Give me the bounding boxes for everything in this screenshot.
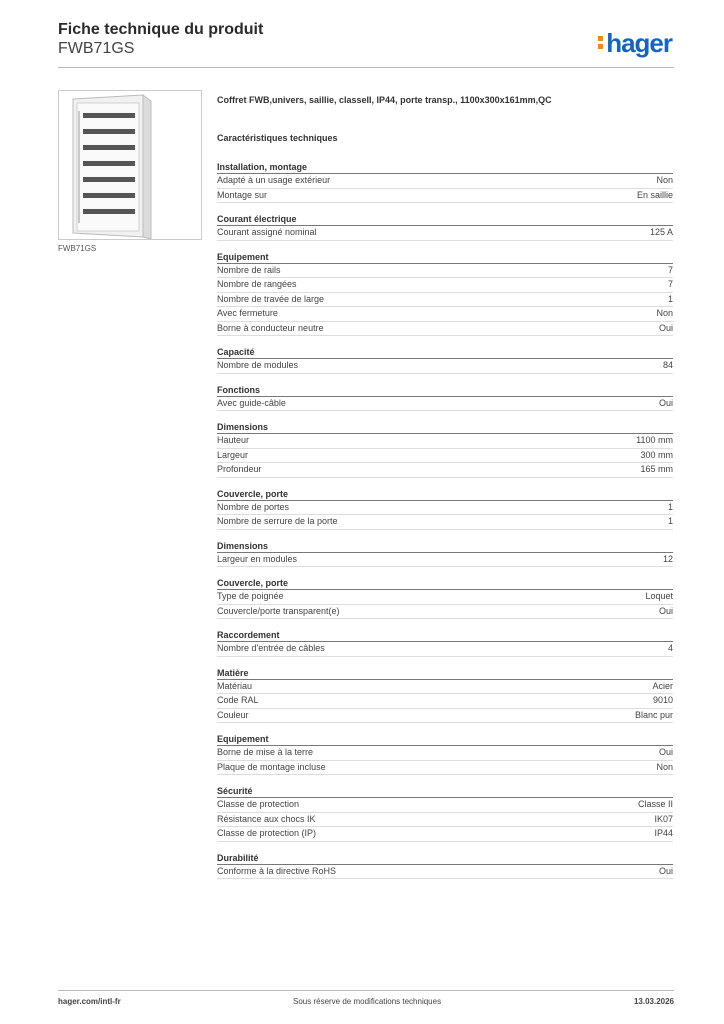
spec-value: Oui <box>658 322 673 333</box>
spec-row <box>217 798 673 813</box>
spec-label: Couvercle/porte transparent(e) <box>217 605 340 616</box>
footer-disclaimer: Sous réserve de modifications techniques <box>293 997 442 1006</box>
spec-value: Oui <box>658 397 673 408</box>
spec-group <box>217 384 673 412</box>
spec-value: 165 mm <box>640 464 673 474</box>
spec-group <box>217 577 673 619</box>
spec-group-title: Durabilité <box>217 852 673 865</box>
spec-label: Hauteur <box>217 435 250 445</box>
spec-value: Oui <box>658 865 673 876</box>
spec-row <box>217 761 673 776</box>
footer-divider <box>58 990 674 991</box>
spec-value: Oui <box>658 605 673 616</box>
spec-label: Montage sur <box>217 189 268 200</box>
spec-row <box>217 694 673 709</box>
product-image <box>58 90 202 240</box>
spec-label: Nombre d'entrée de câbles <box>217 643 325 653</box>
spec-value: Oui <box>658 747 673 757</box>
spec-value: Loquet <box>645 591 673 601</box>
spec-row <box>217 463 673 478</box>
spec-label: Classe de protection <box>217 799 300 809</box>
spec-row <box>217 515 673 530</box>
spec-value: IK07 <box>654 813 673 824</box>
spec-value: 300 mm <box>640 449 673 460</box>
spec-label: Plaque de montage incluse <box>217 761 326 772</box>
spec-label: Nombre de travée de large <box>217 293 325 304</box>
spec-group <box>217 540 673 568</box>
hager-logo: hager <box>598 28 672 59</box>
spec-label: Code RAL <box>217 695 259 705</box>
spec-row <box>217 226 673 241</box>
spec-group-title: Fonctions <box>217 384 673 397</box>
spec-group <box>217 161 673 203</box>
spec-group <box>217 667 673 724</box>
spec-value: 1 <box>667 293 673 304</box>
spec-row <box>217 189 673 204</box>
spec-value: Classe II <box>637 799 673 809</box>
spec-label: Borne de mise à la terre <box>217 747 314 757</box>
spec-value: En saillie <box>636 189 673 200</box>
spec-label: Conforme à la directive RoHS <box>217 865 337 876</box>
spec-row <box>217 605 673 620</box>
spec-group-title: Equipement <box>217 251 673 264</box>
spec-group-title: Dimensions <box>217 421 673 434</box>
spec-row <box>217 865 673 880</box>
spec-row <box>217 359 673 374</box>
spec-value: 12 <box>662 553 673 564</box>
spec-value: 9010 <box>652 695 673 705</box>
spec-label: Profondeur <box>217 464 262 474</box>
spec-label: Borne à conducteur neutre <box>217 322 324 333</box>
spec-row <box>217 746 673 761</box>
spec-row <box>217 813 673 828</box>
spec-row <box>217 590 673 605</box>
spec-row <box>217 642 673 657</box>
spec-group-title: Equipement <box>217 733 673 746</box>
spec-row <box>217 397 673 412</box>
spec-group <box>217 488 673 530</box>
spec-row <box>217 501 673 516</box>
page-header <box>58 20 674 68</box>
spec-row <box>217 293 673 308</box>
spec-group-title: Courant électrique <box>217 213 673 226</box>
spec-label: Résistance aux chocs IK <box>217 813 316 824</box>
spec-groups <box>217 161 673 879</box>
spec-row <box>217 449 673 464</box>
spec-label: Nombre de modules <box>217 360 299 370</box>
spec-group-title: Couvercle, porte <box>217 488 673 501</box>
spec-group <box>217 251 673 337</box>
footer-date: 13.03.2026 <box>633 997 674 1006</box>
spec-group <box>217 785 673 842</box>
spec-value: 84 <box>662 360 673 370</box>
spec-group <box>217 733 673 775</box>
spec-value: Non <box>656 308 673 318</box>
spec-group <box>217 213 673 241</box>
product-image-caption: FWB71GS <box>58 244 97 253</box>
spec-label: Avec fermeture <box>217 308 278 318</box>
spec-content <box>217 95 673 889</box>
page-title: Fiche technique du produit <box>58 21 264 38</box>
spec-value: Non <box>656 175 673 185</box>
spec-row <box>217 553 673 568</box>
product-reference: FWB71GS <box>58 40 135 57</box>
spec-group-title: Installation, montage <box>217 161 673 174</box>
spec-row <box>217 307 673 322</box>
spec-group-title: Sécurité <box>217 785 673 798</box>
spec-label: Avec guide-câble <box>217 397 286 408</box>
spec-label: Courant assigné nominal <box>217 227 317 237</box>
spec-value: 125 A <box>649 227 673 237</box>
spec-value: Acier <box>652 680 673 691</box>
spec-value: 7 <box>667 264 673 275</box>
product-description: Coffret FWB,univers, saillie, classeII, IP44, porte transp., 1100x300x161mm,QC <box>217 95 552 105</box>
spec-value: 4 <box>667 643 673 653</box>
footer-website: hager.com/intl-fr <box>58 997 121 1006</box>
spec-row <box>217 827 673 842</box>
spec-group <box>217 852 673 880</box>
spec-value: 1100 mm <box>636 435 673 445</box>
spec-group-title: Capacité <box>217 346 673 359</box>
spec-group-title: Couvercle, porte <box>217 577 673 590</box>
spec-row <box>217 264 673 279</box>
spec-value: 1 <box>667 516 673 526</box>
spec-label: Nombre de portes <box>217 501 290 512</box>
spec-label: Adapté à un usage extérieur <box>217 175 331 185</box>
spec-group-title: Matière <box>217 667 673 680</box>
spec-group-title: Dimensions <box>217 540 673 553</box>
spec-value: Non <box>656 761 673 772</box>
spec-label: Nombre de rails <box>217 264 281 275</box>
spec-label: Couleur <box>217 709 249 720</box>
spec-row <box>217 322 673 337</box>
spec-label: Nombre de rangées <box>217 279 297 289</box>
spec-label: Largeur en modules <box>217 553 298 564</box>
logo-dots-icon <box>598 28 604 49</box>
spec-value: Blanc pur <box>634 709 673 720</box>
spec-group-title: Raccordement <box>217 629 673 642</box>
spec-row <box>217 278 673 293</box>
spec-label: Type de poignée <box>217 591 284 601</box>
spec-label: Largeur <box>217 449 249 460</box>
spec-row <box>217 174 673 189</box>
spec-group <box>217 629 673 657</box>
enclosure-illustration-icon <box>59 91 201 239</box>
spec-label: Matériau <box>217 680 253 691</box>
spec-group <box>217 346 673 374</box>
spec-group <box>217 421 673 478</box>
spec-row <box>217 434 673 449</box>
spec-value: IP44 <box>654 828 673 838</box>
spec-value: 1 <box>667 501 673 512</box>
spec-label: Classe de protection (IP) <box>217 828 317 838</box>
spec-row <box>217 709 673 724</box>
spec-label: Nombre de serrure de la porte <box>217 516 338 526</box>
spec-row <box>217 680 673 695</box>
spec-value: 7 <box>667 279 673 289</box>
section-heading: Caractéristiques techniques <box>217 133 338 143</box>
